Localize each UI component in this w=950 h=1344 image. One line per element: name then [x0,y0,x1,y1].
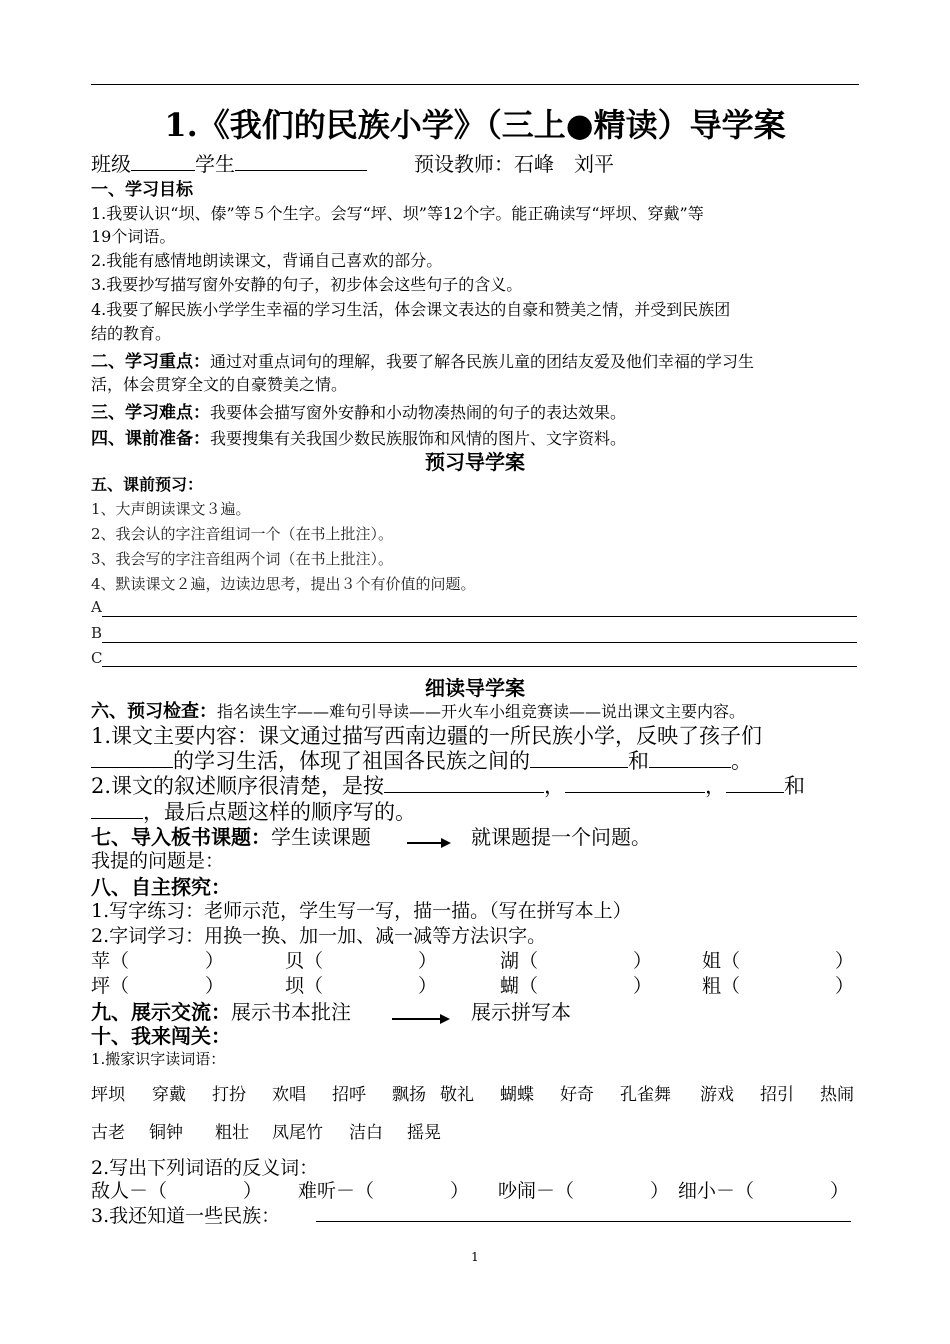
word-1: 坪坝 [91,1085,125,1105]
q1-blank-3[interactable] [649,745,731,768]
word-13: 热闹 [820,1085,854,1105]
section-2-heading: 二、学习重点： [91,352,210,372]
task-10-1: 1.搬家识字读词语： [91,1050,226,1068]
section-3-text: 我要体会描写窗外安静和小动物凑热闹的句子的表达效果。 [210,403,627,422]
goal-1-line-b: 19个词语。 [91,227,176,246]
task-10-2: 2.写出下列词语的反义词： [91,1157,319,1179]
class-student-line [91,148,367,177]
char-row-2-item-4[interactable]: 粗（ ） [702,975,855,997]
word-17: 凤尾竹 [272,1123,323,1143]
section-6-heading: 六、预习检查： [91,701,217,722]
q2-blank-4[interactable] [91,796,143,819]
q2-blank-1[interactable] [384,770,544,793]
q2-text-c: ， [705,774,727,799]
word-10: 孔雀舞 [620,1085,671,1105]
detail-title: 细读导学案 [425,676,525,700]
section-6-intro: 指名读生字——难句引导读——开火车小组竞赛读——说出课文主要内容。 [217,702,746,721]
char-row-1-item-3[interactable]: 湖（ ） [500,950,653,972]
section-2-text-b: 活，体会贯穿全文的自豪赞美之情。 [91,375,348,394]
class-blank[interactable] [131,149,195,171]
word-4: 欢唱 [272,1085,306,1105]
class-label: 班级 [91,152,131,176]
student-blank[interactable] [235,149,367,171]
goal-4-line-b: 结的教育。 [91,324,172,343]
section-7-right: 就课题提一个问题。 [471,825,651,849]
question-c-label: C [91,649,103,667]
preview-item-1: 1、大声朗读课文３遍。 [91,500,251,518]
antonym-3[interactable]: 吵闹－（ ） [498,1180,670,1202]
word-2: 穿戴 [152,1085,186,1105]
section-2-text-a: 通过对重点词句的理解，我要了解各民族儿童的团结友爱及他们幸福的学习生 [210,352,755,371]
page-number: 1 [471,1250,479,1264]
question-b-label: B [91,624,103,642]
antonym-1[interactable]: 敌人－（ ） [91,1180,263,1202]
q1-blank-2[interactable] [530,745,628,768]
q1-line-a: 1.课文主要内容：课文通过描写西南边疆的一所民族小学，反映了孩子们 [91,724,763,748]
word-11: 游戏 [700,1085,734,1105]
q1-text-d: 。 [731,749,752,774]
q2-blank-2[interactable] [565,770,705,793]
word-9: 好奇 [560,1085,594,1105]
section-3-heading: 三、学习难点： [91,403,210,423]
teacher-label: 预设教师：石峰 刘平 [414,152,614,176]
section-9-heading: 九、展示交流： [91,1000,231,1024]
section-3 [91,398,626,423]
section-1-heading: 一、学习目标 [91,180,193,200]
preview-item-3: 3、我会写的字注音组两个词（在书上批注）。 [91,550,394,568]
task-10-3: 3.我还知道一些民族： [91,1205,281,1227]
section-4-text: 我要搜集有关我国少数民族服饰和风情的图片、文字资料。 [210,429,627,448]
q2-text-d: 和 [784,774,806,799]
nations-blank[interactable] [316,1221,851,1222]
section-8-heading: 八、自主探究： [91,875,231,899]
word-7: 敬礼 [440,1085,474,1105]
word-14: 古老 [91,1123,125,1143]
char-row-1-item-2[interactable]: 贝（ ） [285,950,438,972]
goal-2: 2.我能有感情地朗读课文，背诵自己喜欢的部分。 [91,251,443,270]
antonym-2[interactable]: 难听－（ ） [298,1180,470,1202]
word-8: 蝴蝶 [500,1085,534,1105]
page-title: 1.《我们的民族小学》（三上●精读）导学案 [164,106,786,144]
word-12: 招引 [760,1085,794,1105]
section-2 [91,347,754,372]
section-9-right: 展示拼写本 [471,1000,571,1024]
student-label: 学生 [195,152,235,176]
q2-text-e: ，最后点题这样的顺序写的。 [143,800,416,825]
char-row-1-item-4[interactable]: 姐（ ） [702,950,855,972]
char-row-2-item-2[interactable]: 坝（ ） [285,975,438,997]
preview-item-2: 2、我会认的字注音组词一个（在书上批注）。 [91,525,394,543]
section-10-heading: 十、我来闯关： [91,1024,231,1048]
q1-blank-1[interactable] [91,745,173,768]
task-1: 1.写字练习：老师示范，学生写一写，描一描。（写在拼写本上） [91,900,632,922]
section-7-heading: 七、导入板书课题： [91,825,271,849]
word-19: 摇晃 [407,1123,441,1143]
q2-text-b: ， [544,774,566,799]
arrow-icon [392,1018,448,1020]
q2-blank-3[interactable] [726,770,784,793]
preview-item-4: 4、默读课文２遍，边读边思考，提出３个有价值的问题。 [91,575,476,593]
arrow-icon [407,842,449,844]
q1-text-b: 的学习生活，体现了祖国各民族之间的 [173,749,530,774]
section-9-left: 展示书本批注 [231,1000,351,1024]
word-5: 招呼 [332,1085,366,1105]
top-rule [91,84,859,85]
char-row-2-item-3[interactable]: 蝴（ ） [500,975,653,997]
char-row-1-item-1[interactable]: 苹（ ） [91,950,225,972]
question-c-blank[interactable] [102,666,857,667]
q1-text-c: 和 [628,749,649,774]
q2-text-a: 2.课文的叙述顺序很清楚，是按 [91,774,385,799]
word-3: 打扮 [212,1085,246,1105]
word-18: 洁白 [349,1123,383,1143]
goal-3: 3.我要抄写描写窗外安静的句子，初步体会这些句子的含义。 [91,275,523,294]
question-b-blank[interactable] [102,642,857,643]
my-question-label: 我提的问题是： [91,850,225,872]
word-15: 铜钟 [149,1123,183,1143]
goal-1-line-a: 1.我要认识“坝、傣”等５个生字。会写“坪、坝”等12个字。能正确读写“坪坝、穿戴”等 [91,204,704,223]
word-6: 飘扬 [392,1085,426,1105]
char-row-2-item-1[interactable]: 坪（ ） [91,975,225,997]
word-16: 粗壮 [215,1123,249,1143]
goal-4-line-a: 4.我要了解民族小学学生幸福的学习生活，体会课文表达的自豪和赞美之情，并受到民族团 [91,300,731,319]
antonym-4[interactable]: 细小－（ ） [678,1180,850,1202]
task-2: 2.字词学习：用换一换、加一加、减一减等方法识字。 [91,925,547,947]
section-4-heading: 四、课前准备： [91,429,210,449]
section-7-left: 学生读课题 [271,825,371,849]
section-5-heading: 五、课前预习： [91,475,204,494]
question-a-label: A [91,598,102,616]
preview-title: 预习导学案 [425,450,525,474]
question-a-blank[interactable] [102,616,857,617]
